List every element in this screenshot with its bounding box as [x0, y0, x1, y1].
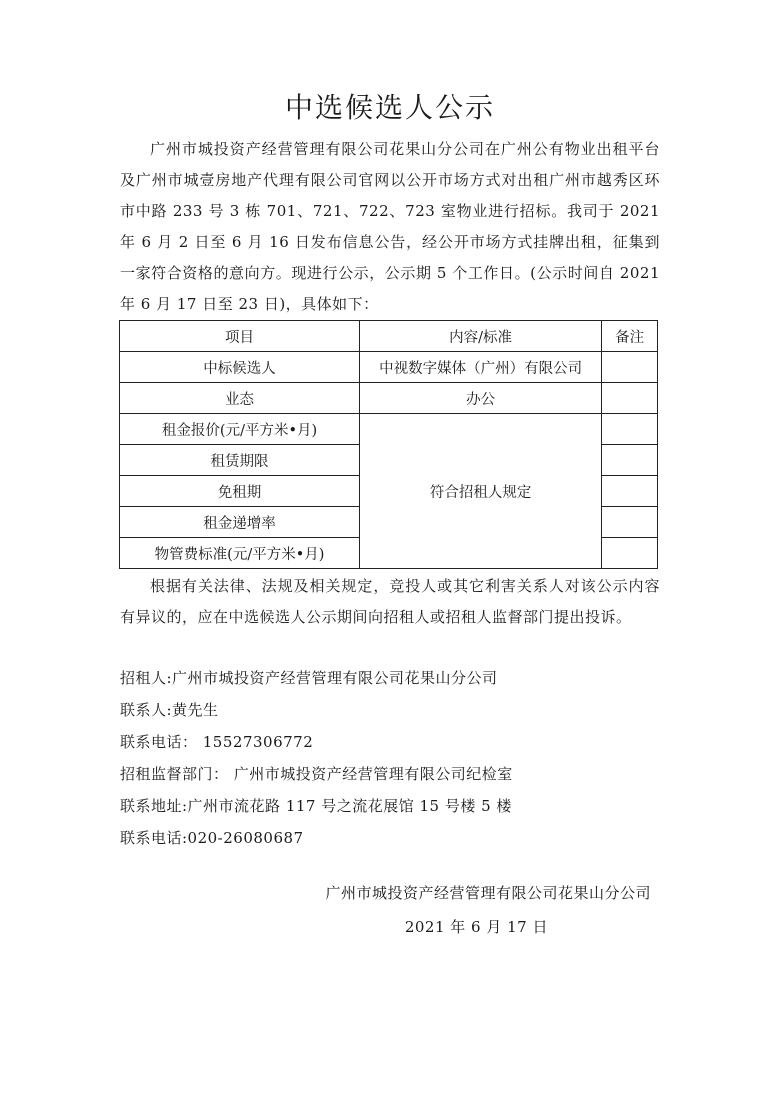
row-remark	[602, 352, 658, 383]
landlord-line: 招租人:广州市城投资产经营管理有限公司花果山分公司	[120, 669, 498, 687]
intro-paragraph: 广州市城投资产经营管理有限公司花果山分公司在广州公有物业出租平台及广州市城壹房地产代理有限公司官网以公开市场方式对出租广州市越秀区环市中路 233 号 3 栋 701、721、722、723 室物业进行招标。我司于 2021 年 6 月 2 日至 6 月 16 日发布信息公告，经公开市场方式挂牌出租，征集到一家符合资格的意向方。现进行公示，公示期 5 个工作日。(公示时间自 2021 年 6 月 17 日至 23 日)，具体如下：	[120, 140, 660, 313]
row-item: 中标候选人	[120, 352, 360, 383]
header-remark: 备注	[602, 321, 658, 352]
table-row	[120, 383, 658, 414]
table-row	[120, 414, 658, 445]
table-header-row	[120, 321, 658, 352]
row-item: 业态	[120, 383, 360, 414]
row-item: 租赁期限	[120, 445, 360, 476]
row-item: 物管费标准(元/平方米•月)	[120, 538, 360, 569]
contact-block	[120, 662, 513, 854]
contact-person-line: 联系人:黄先生	[120, 701, 219, 719]
supervision-phone-line: 联系电话:020-26080687	[120, 829, 304, 847]
row-remark	[602, 414, 658, 445]
signature-company: 广州市城投资产经营管理有限公司花果山分公司	[325, 884, 651, 902]
row-remark	[602, 476, 658, 507]
header-item: 项目	[120, 321, 360, 352]
merged-content-cell: 符合招租人规定	[360, 414, 602, 569]
row-item: 免租期	[120, 476, 360, 507]
row-remark	[602, 507, 658, 538]
complaint-paragraph: 根据有关法律、法规及相关规定，竞投人或其它利害关系人对该公示内容有异议的，应在中选候选人公示期间向招租人或招租人监督部门提出投诉。	[120, 577, 660, 626]
header-content: 内容/标准	[360, 321, 602, 352]
signature-block	[251, 876, 651, 944]
document-title: 中选候选人公示	[284, 91, 495, 124]
row-content: 中视数字媒体（广州）有限公司	[360, 352, 602, 383]
table-row	[120, 352, 658, 383]
row-item: 租金报价(元/平方米•月)	[120, 414, 360, 445]
signature-date: 2021 年 6 月 17 日	[404, 918, 548, 936]
row-remark	[602, 445, 658, 476]
row-remark	[602, 383, 658, 414]
bid-info-table	[119, 320, 658, 569]
row-item: 租金递增率	[120, 507, 360, 538]
contact-address-line: 联系地址:广州市流花路 117 号之流花展馆 15 号楼 5 楼	[120, 797, 512, 815]
row-content: 办公	[360, 383, 602, 414]
supervision-dept-line: 招租监督部门： 广州市城投资产经营管理有限公司纪检室	[120, 765, 513, 783]
row-remark	[602, 538, 658, 569]
contact-phone-line: 联系电话： 15527306772	[120, 733, 314, 751]
